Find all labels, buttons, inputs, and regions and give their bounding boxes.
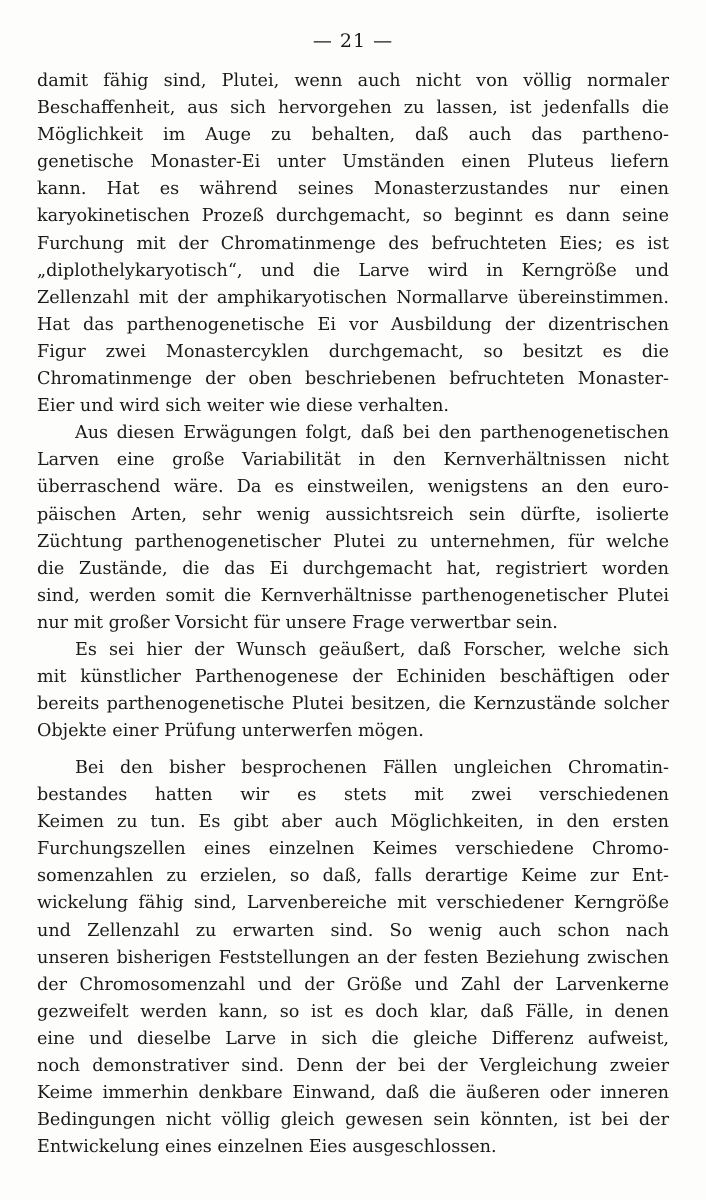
text-line: gezweifelt werden kann, so ist es doch klar, daß Fälle, in denen	[37, 1001, 669, 1022]
text-line: nur mit großer Vorsicht für unsere Frage verwertbar sein.	[37, 612, 558, 633]
text-line: Furchungszellen eines einzelnen Keimes verschiedene Chromo-	[37, 839, 669, 860]
text-line: Beschaffenheit, aus sich hervorgehen zu lassen, ist jedenfalls die	[37, 98, 669, 119]
text-line: Larven eine große Variabilität in den Kernverhältnissen nicht	[37, 450, 669, 471]
text-line: „diplothelykaryotisch“, und die Larve wird in Kerngröße und	[37, 260, 669, 281]
upper-text-section	[37, 68, 669, 745]
paragraph-1	[37, 68, 669, 420]
text-line: bereits parthenogenetische Plutei besitzen, die Kernzustände solcher	[37, 694, 669, 715]
text-line: Möglichkeit im Auge zu behalten, daß auch das partheno-	[37, 125, 669, 146]
text-line: Furchung mit der Chromatinmenge des befruchteten Eies; es ist	[37, 233, 669, 254]
lower-text-section	[37, 755, 669, 1161]
text-line: der Chromosomenzahl und der Größe und Zahl der Larvenkerne	[37, 974, 669, 995]
text-line: überraschend wäre. Da es einstweilen, wenigstens an den euro-	[37, 477, 669, 498]
text-line: Zellenzahl mit der amphikaryotischen Normallarve übereinstimmen.	[37, 287, 669, 308]
text-line: Objekte einer Prüfung unterwerfen mögen.	[37, 721, 424, 742]
text-line: eine und dieselbe Larve in sich die gleiche Differenz aufweist,	[37, 1028, 669, 1049]
text-line: Hat das parthenogenetische Ei vor Ausbildung der dizentrischen	[37, 314, 669, 335]
text-line: Bedingungen nicht völlig gleich gewesen sein könnten, ist bei der	[37, 1110, 669, 1131]
text-line: Es sei hier der Wunsch geäußert, daß Forscher, welche sich	[75, 639, 669, 660]
text-line: damit fähig sind, Plutei, wenn auch nicht von völlig normaler	[37, 71, 669, 91]
text-line: karyokinetischen Prozeß durchgemacht, so beginnt es dann seine	[37, 206, 669, 227]
text-line: Keimen zu tun. Es gibt aber auch Möglichkeiten, in den ersten	[37, 812, 669, 833]
text-line: Entwickelung eines einzelnen Eies ausgeschlossen.	[37, 1137, 497, 1158]
text-line: die Zustände, die das Ei durchgemacht hat, registriert worden	[37, 558, 669, 579]
text-line: sind, werden somit die Kernverhältnisse parthenogenetischer Plutei	[37, 585, 669, 606]
text-line: somenzahlen zu erzielen, so daß, falls derartige Keime zur Ent-	[37, 866, 669, 887]
text-line: wickelung fähig sind, Larvenbereiche mit verschiedener Kerngröße	[37, 893, 669, 914]
page-number: — 21 —	[312, 30, 394, 52]
text-line: Bei den bisher besprochenen Fällen ungleichen Chromatin-	[75, 758, 669, 778]
text-line: Eier und wird sich weiter wie diese verhalten.	[37, 396, 450, 417]
text-line: bestandes hatten wir es stets mit zwei verschiedenen	[37, 785, 669, 806]
text-line: Chromatinmenge der oben beschriebenen befruchteten Monaster-	[37, 369, 669, 390]
paragraph-3	[37, 637, 669, 745]
text-line: mit künstlicher Parthenogenese der Echiniden beschäftigen oder	[37, 667, 669, 688]
text-line: und Zellenzahl zu erwarten sind. So wenig auch schon nach	[37, 920, 669, 941]
text-line: genetische Monaster-Ei unter Umständen einen Pluteus liefern	[37, 152, 669, 173]
text-line: noch demonstrativer sind. Denn der bei der Vergleichung zweier	[37, 1056, 669, 1077]
text-line: Figur zwei Monastercyklen durchgemacht, so besitzt es die	[37, 341, 669, 362]
paragraph-2	[37, 420, 669, 637]
text-line: päischen Arten, sehr wenig aussichtsreich sein dürfte, isolierte	[37, 504, 669, 525]
text-line: Keime immerhin denkbare Einwand, daß die äußeren oder inneren	[37, 1083, 669, 1104]
text-line: kann. Hat es während seines Monasterzustandes nur einen	[37, 179, 669, 200]
text-line: unseren bisherigen Feststellungen an der festen Beziehung zwischen	[37, 947, 669, 968]
paragraph-4	[37, 755, 669, 1161]
text-line: Aus diesen Erwägungen folgt, daß bei den parthenogenetischen	[75, 423, 669, 444]
text-line: Züchtung parthenogenetischer Plutei zu unternehmen, für welche	[37, 531, 669, 552]
